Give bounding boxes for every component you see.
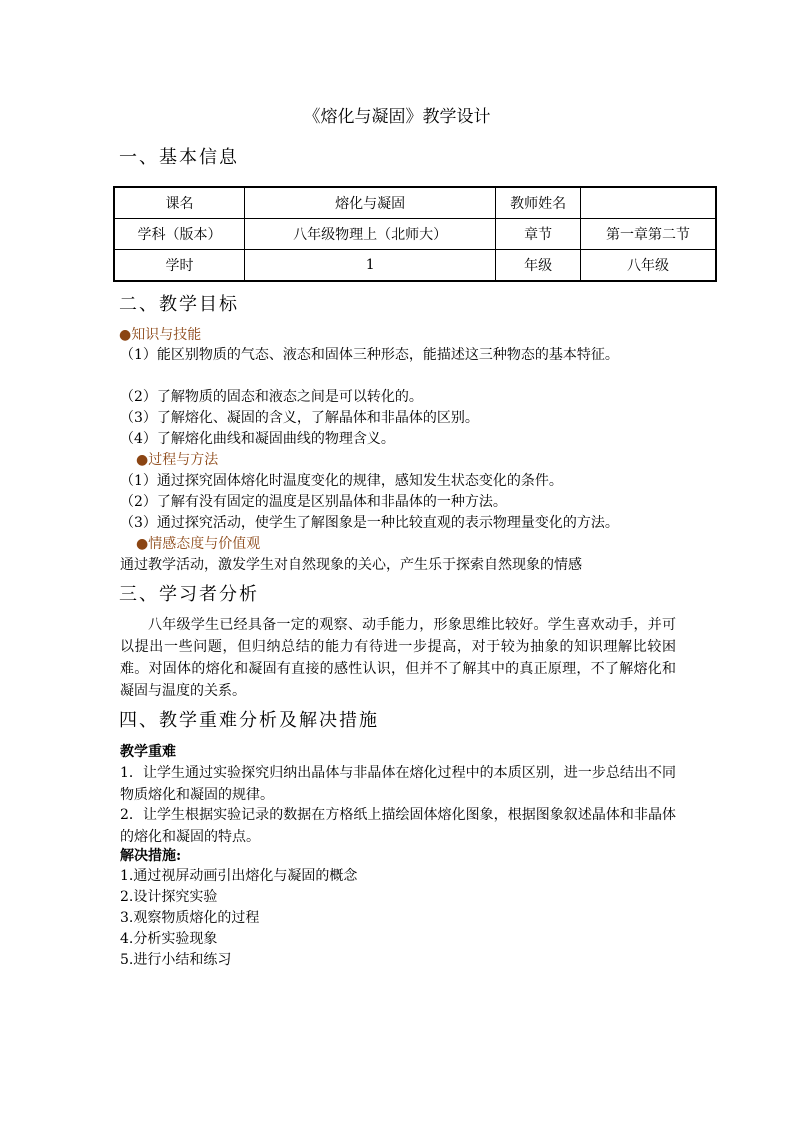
list-item: 4.分析实验现象 (120, 931, 218, 947)
table-cell: 学科（版本） (114, 219, 245, 250)
label-text: 过程与方法 (148, 452, 219, 468)
table-cell: 八年级物理上（北师大） (245, 219, 496, 250)
solutions-label: 解决措施: (120, 848, 182, 864)
emotion-values-label (136, 534, 260, 554)
key-point-2: 2．让学生根据实验记录的数据在方格纸上描绘固体熔化图象，根据图象叙述晶体和非晶体的熔化和凝固的特点。 (120, 807, 676, 845)
emotion-values-text: 通过教学活动，激发学生对自然现象的关心，产生乐于探索自然现象的情感 (120, 557, 582, 573)
key-difficulty-label: 教学重难 (120, 744, 176, 760)
list-item: （2）了解有没有固定的温度是区别晶体和非晶体的一种方法。 (120, 494, 507, 510)
document-title: 《熔化与凝固》教学设计 (303, 107, 491, 127)
bullet-icon: ● (119, 327, 132, 343)
list-item: 3.观察物质熔化的过程 (120, 910, 260, 926)
table-cell: 教师姓名 (496, 187, 581, 219)
table-cell: 学时 (114, 250, 245, 282)
knowledge-skills-label (119, 325, 201, 345)
list-item: （3）了解熔化、凝固的含义，了解晶体和非晶体的区别。 (120, 410, 479, 426)
label-text: 知识与技能 (131, 327, 202, 343)
table-row (114, 250, 716, 282)
table-row (114, 219, 716, 250)
table-cell: 章节 (496, 219, 581, 250)
table-cell: 第一章第二节 (580, 219, 716, 250)
list-item: （3）通过探究活动，使学生了解图象是一种比较直观的表示物理量变化的方法。 (120, 515, 619, 531)
table-cell: 1 (245, 250, 496, 282)
learner-analysis-paragraph: 八年级学生已经具备一定的观察、动手能力，形象思维比较好。学生喜欢动手，并可以提出一些问题，但归纳总结的能力有待进一步提高，对于较为抽象的知识理解比较困难。对固体的熔化和凝固有直接的感性认识，但并不了解其中的真正原理，不了解熔化和凝固与温度的关系。 (120, 617, 676, 699)
list-item: （1）能区别物质的气态、液态和固体三种形态，能描述这三种物态的基本特征。 (120, 347, 619, 363)
list-item: 1.通过视屏动画引出熔化与凝固的概念 (120, 868, 358, 884)
key-point-1: 1．让学生通过实验探究归纳出晶体与非晶体在熔化过程中的本质区别，进一步总结出不同物质熔化和凝固的规律。 (120, 765, 676, 803)
section-key-points-heading: 四、教学重难分析及解决措施 (119, 710, 379, 731)
bullet-icon: ● (136, 536, 149, 552)
bullet-icon: ● (136, 452, 149, 468)
list-item: 5.进行小结和练习 (120, 952, 232, 968)
section-objectives-heading: 二、教学目标 (119, 294, 239, 315)
section-basic-info-heading: 一、基本信息 (119, 147, 239, 168)
label-text: 情感态度与价值观 (148, 536, 261, 552)
list-item: （4）了解熔化曲线和凝固曲线的物理含义。 (120, 431, 395, 447)
table-cell: 课名 (114, 187, 245, 219)
table-cell: 年级 (496, 250, 581, 282)
basic-info-table (113, 186, 717, 282)
table-cell (580, 187, 716, 219)
process-method-label (136, 450, 218, 470)
list-item: 2.设计探究实验 (120, 889, 218, 905)
table-cell: 八年级 (580, 250, 716, 282)
list-item: （1）通过探究固体熔化时温度变化的规律，感知发生状态变化的条件。 (120, 473, 563, 489)
section-learner-analysis-heading: 三、学习者分析 (119, 584, 259, 605)
list-item: （2）了解物质的固态和液态之间是可以转化的。 (120, 389, 423, 405)
table-row (114, 187, 716, 219)
table-cell: 熔化与凝固 (245, 187, 496, 219)
